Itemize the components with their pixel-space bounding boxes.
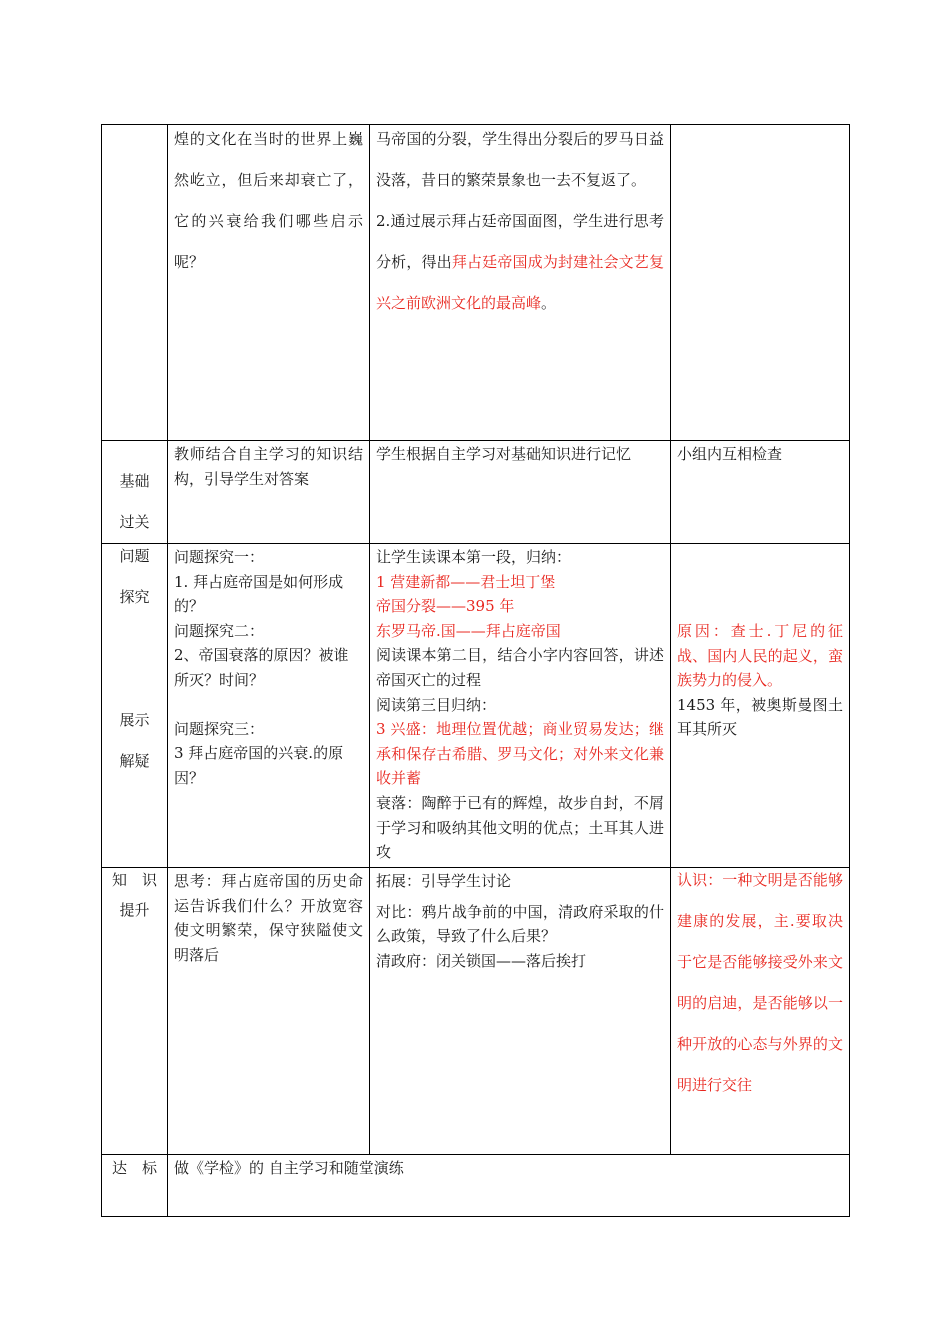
student-activity-text: 学生根据自主学习对基础知识进行记忆: [376, 445, 632, 463]
target-content-text: 做《学检》的 自主学习和随堂演练: [174, 1159, 404, 1177]
row-label: 解疑: [119, 752, 150, 770]
question-text: 问题探究二：: [174, 621, 265, 640]
punctuation: 。: [541, 294, 557, 312]
row-label: 达 标: [111, 1159, 157, 1177]
student-activity-text: 阅读第三目归纳：: [376, 695, 497, 714]
row-label: 问题: [119, 547, 150, 565]
lesson-plan-table: [101, 124, 850, 1217]
note-text: 原因：查士.丁尼的征战、国内人民的起义，蛮族势力的侵入。: [677, 622, 843, 690]
teacher-activity-cell: [168, 125, 370, 441]
row-label: 探究: [119, 588, 150, 606]
table-row: [102, 441, 850, 544]
teacher-activity-cell: [168, 544, 370, 868]
question-text: 3 拜占庭帝国的兴衰.的原因？: [174, 744, 344, 787]
student-activity-text: 阅读课本第二目，结合小字内容回答，讲述帝国灭亡的过程: [376, 646, 664, 689]
summary-item: 1 营建新都——君士坦丁堡: [376, 572, 556, 591]
student-activity-text: 2.通过展示拜占廷帝国面图，学生进行思考分析，得出: [376, 212, 664, 271]
summary-item: 3 兴盛：地理位置优越；商业贸易发达；继承和保存古希腊、罗马文化；对外来文化兼收并蓄: [376, 720, 664, 788]
row-label-cell: [102, 544, 168, 868]
teacher-activity-text: 教师结合自主学习的知识结构，引导学生对答案: [174, 445, 363, 488]
row-label: 展示: [119, 711, 150, 729]
question-text: 问题探究三：: [174, 719, 265, 738]
row-label-empty: [102, 125, 168, 441]
teacher-activity-text: 煌的文化在当时的世界上巍然屹立，但后来却衰亡了，它的兴衰给我们哪些启示呢？: [174, 130, 363, 271]
student-activity-text: 对比：鸦片战争前的中国，清政府采取的什么政策，导致了什么后果？: [376, 902, 664, 946]
note-text: 小组内互相检查: [677, 445, 783, 463]
student-activity-text: 让学生读课本第一段，归纳：: [376, 548, 572, 566]
row-label: 过关: [119, 513, 150, 531]
table-row: [102, 125, 850, 441]
summary-item: 帝国分裂——395 年: [376, 597, 515, 616]
teacher-activity-cell: [168, 868, 370, 1155]
row-label-cell: [102, 868, 168, 1155]
note-cell: [671, 125, 850, 441]
table-row: [102, 1155, 850, 1217]
table-row: [102, 868, 850, 1155]
student-activity-text: 马帝国的分裂，学生得出分裂后的罗马日益没落，昔日的繁荣景象也一去不复返了。: [376, 130, 664, 189]
student-activity-cell: [370, 441, 671, 544]
teacher-activity-cell: [168, 441, 370, 544]
student-activity-cell: [370, 125, 671, 441]
row-label-cell: [102, 1155, 168, 1217]
row-label: 知 识: [111, 871, 157, 889]
note-cell: [671, 868, 850, 1155]
student-activity-cell: [370, 868, 671, 1155]
student-activity-cell: [370, 544, 671, 868]
row-label-cell: [102, 441, 168, 544]
table-row: [102, 544, 850, 868]
note-text: 认识：一种文明是否能够建康的发展，主.要取决于它是否能够接受外来文明的启迪，是否能够以一种开放的心态与外界的文明进行交往: [677, 871, 843, 1094]
summary-item: 东罗马帝.国——拜占庭帝国: [376, 621, 561, 640]
student-activity-text: 清政府：闭关锁国——落后挨打: [376, 951, 587, 970]
note-text: 1453 年，被奥斯曼图土耳其所灭: [677, 695, 843, 739]
question-text: 2、帝国衰落的原因？被谁所灭？时间？: [174, 646, 349, 689]
highlighted-conclusion: 拜占廷帝国成为封建社会文艺复兴之前欧洲文化的最高峰: [376, 253, 664, 312]
note-cell: [671, 544, 850, 868]
question-text: 1. 拜占庭帝国是如何形成的？: [174, 572, 344, 616]
teacher-activity-text: 思考：拜占庭帝国的历史命运告诉我们什么？开放宽容使文明繁荣，保守狭隘使文明落后: [174, 872, 363, 964]
question-text: 问题探究一：: [174, 548, 265, 566]
student-activity-text: 衰落：陶醉于已有的辉煌，故步自封，不屑于学习和吸纳其他文明的优点；土耳其人进攻: [376, 793, 664, 862]
row-label: 提升: [119, 901, 150, 919]
student-activity-text: 拓展：引导学生讨论: [376, 872, 512, 890]
row-label: 基础: [119, 472, 150, 490]
target-content-cell: [168, 1155, 850, 1217]
note-cell: [671, 441, 850, 544]
